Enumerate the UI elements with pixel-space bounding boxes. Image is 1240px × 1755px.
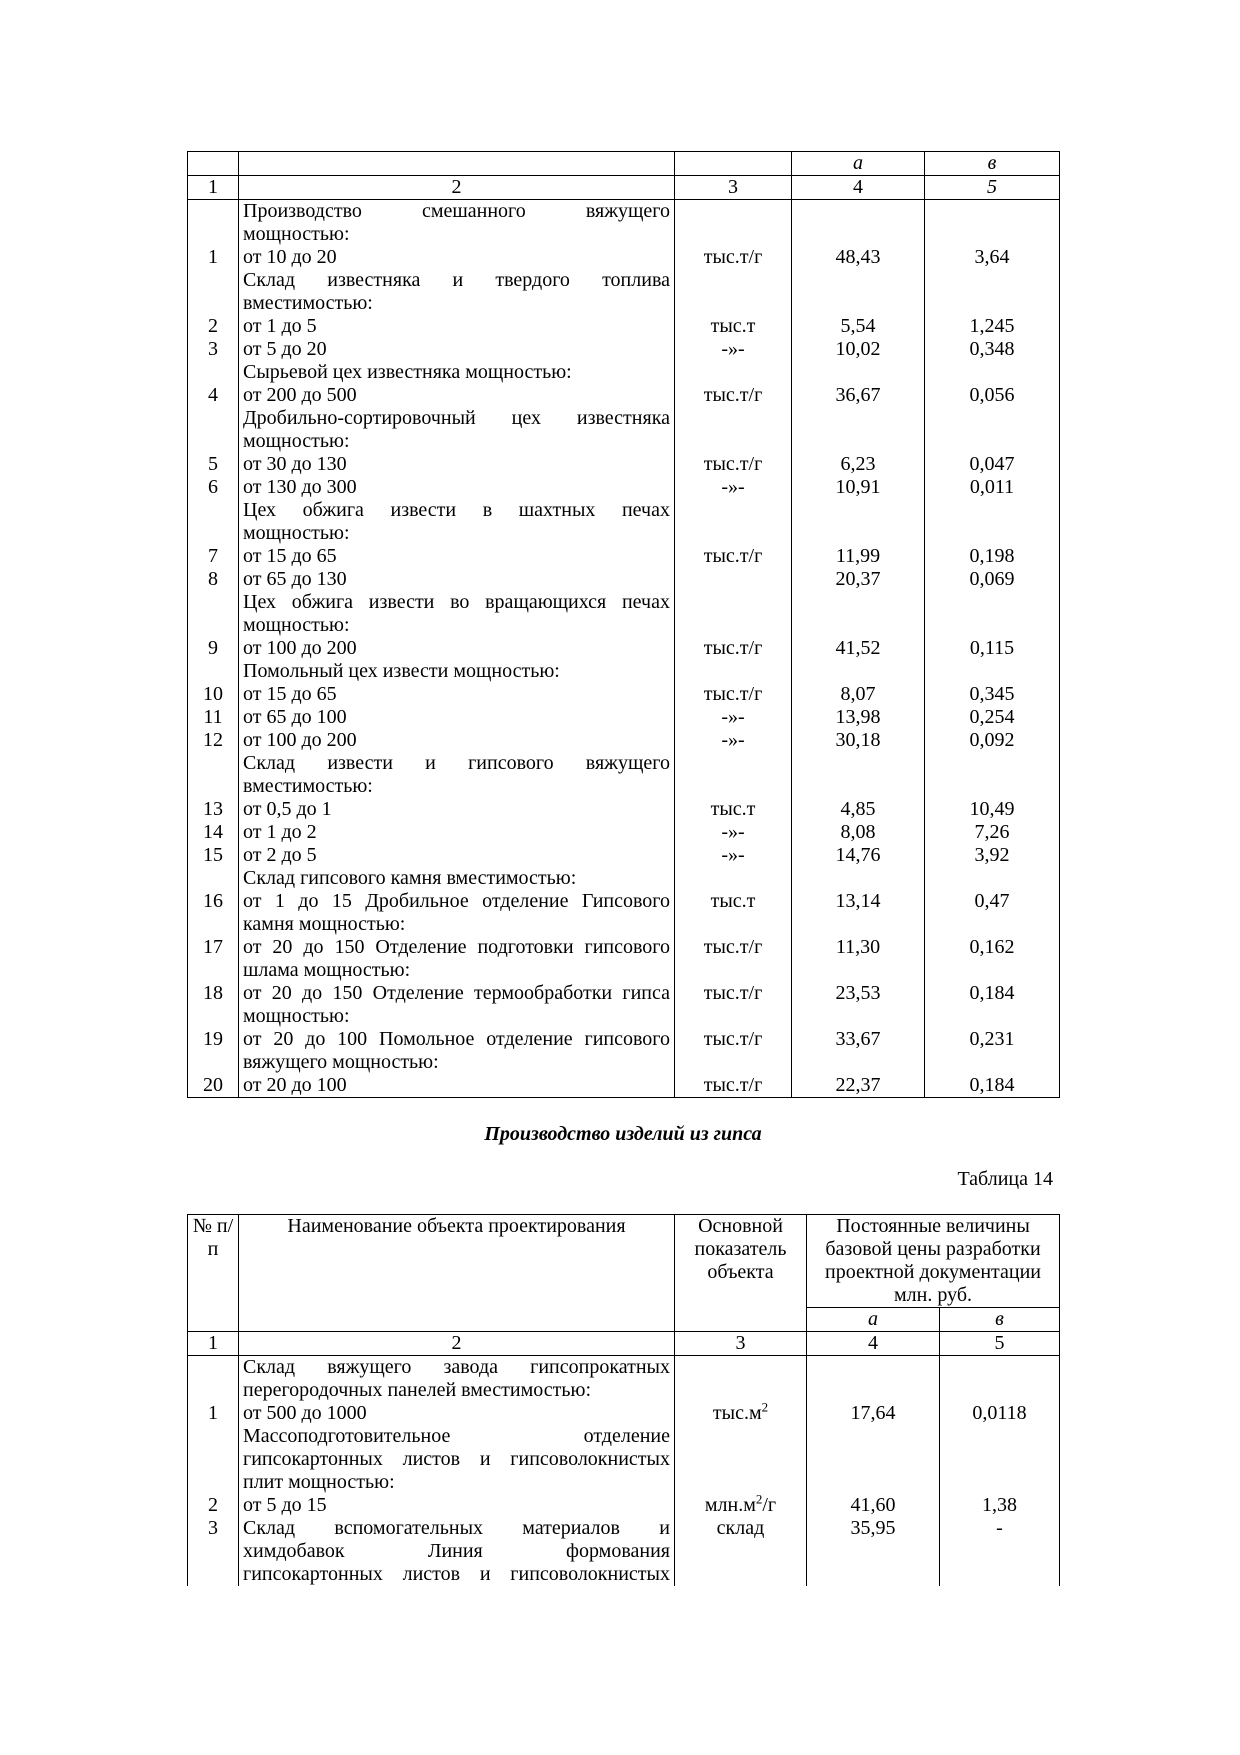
object-name-line: Цех обжига извести во вращающихся печах bbox=[243, 591, 670, 613]
value-a: 22,37 bbox=[835, 1074, 881, 1096]
table-body bbox=[188, 1356, 1060, 1587]
value-b bbox=[929, 499, 1055, 522]
row-number: 8 bbox=[208, 568, 218, 590]
value-b: 1,38 bbox=[982, 1494, 1017, 1516]
value-b: 10,49 bbox=[969, 798, 1015, 820]
value-a: 10,02 bbox=[835, 338, 881, 360]
header-cell: в bbox=[925, 152, 1060, 176]
unit-value: -»- bbox=[721, 844, 745, 866]
row-number bbox=[192, 1471, 234, 1494]
value-a: 8,07 bbox=[840, 683, 876, 705]
object-name-line: от 2 до 5 bbox=[243, 844, 317, 866]
value-b bbox=[944, 1379, 1055, 1402]
value-a bbox=[796, 200, 920, 223]
object-name-line: Склад вяжущего завода гипсопрокатных bbox=[243, 1356, 670, 1378]
object-name-line: от 30 до 130 bbox=[243, 453, 347, 475]
value-b: 0,0118 bbox=[972, 1402, 1027, 1424]
value-b: 0,047 bbox=[969, 453, 1015, 475]
row-number bbox=[192, 1005, 234, 1028]
object-name-line: перегородочных панелей вместимостью: bbox=[243, 1379, 592, 1401]
unit-value bbox=[679, 200, 787, 223]
header-constants: Постоянные величины базовой цены разработки проектной документации млн. руб. bbox=[807, 1215, 1060, 1308]
value-b: 0,011 bbox=[969, 476, 1015, 498]
row-number bbox=[192, 200, 234, 223]
object-name-line: химдобавок Линия формования bbox=[243, 1540, 670, 1562]
row-numbers-column bbox=[188, 1356, 239, 1587]
object-name-line: Цех обжига извести в шахтных печах bbox=[243, 499, 670, 521]
object-name-line: от 15 до 65 bbox=[243, 683, 337, 705]
value-a bbox=[796, 407, 920, 430]
unit-tail: /г bbox=[762, 1494, 777, 1516]
value-b bbox=[929, 660, 1055, 683]
unit-value bbox=[679, 1563, 802, 1586]
unit-value: тыс.т/г bbox=[703, 982, 763, 1004]
row-number: 11 bbox=[203, 706, 223, 728]
value-a bbox=[796, 499, 920, 522]
unit-value bbox=[679, 361, 787, 384]
header-name: Наименование объекта проектирования bbox=[239, 1215, 675, 1332]
unit-value bbox=[679, 1471, 802, 1494]
row-number: 5 bbox=[208, 453, 218, 475]
object-name-line: от 0,5 до 1 bbox=[243, 798, 332, 820]
column-number: 1 bbox=[188, 176, 239, 200]
object-name-line: от 65 до 100 bbox=[243, 706, 347, 728]
units-column bbox=[675, 200, 792, 1098]
value-b bbox=[929, 752, 1055, 775]
value-b bbox=[944, 1425, 1055, 1448]
value-a bbox=[796, 867, 920, 890]
value-a bbox=[811, 1448, 935, 1471]
table-header-numbers bbox=[188, 1332, 1060, 1356]
value-a: 41,60 bbox=[850, 1494, 896, 1516]
header-cell bbox=[239, 152, 675, 176]
value-a-column bbox=[792, 200, 925, 1098]
value-b bbox=[929, 361, 1055, 384]
unit-value bbox=[679, 1005, 787, 1028]
unit-value: -»- bbox=[721, 476, 745, 498]
unit-value bbox=[679, 568, 787, 591]
object-name-line: от 65 до 130 bbox=[243, 568, 347, 590]
unit-value bbox=[679, 913, 787, 936]
row-number bbox=[192, 775, 234, 798]
value-b bbox=[929, 223, 1055, 246]
value-a bbox=[796, 223, 920, 246]
row-number bbox=[192, 867, 234, 890]
object-name-line: Производство смешанного вяжущего bbox=[243, 200, 670, 222]
value-b bbox=[929, 200, 1055, 223]
value-b: 7,26 bbox=[974, 821, 1010, 843]
unit-value: тыс.т bbox=[710, 315, 756, 337]
header-a: а bbox=[807, 1308, 940, 1332]
object-name-line: от 5 до 15 bbox=[243, 1494, 327, 1516]
header-number: № п/п bbox=[188, 1215, 239, 1332]
unit-value: тыс.т/г bbox=[703, 637, 763, 659]
value-a: 13,98 bbox=[835, 706, 881, 728]
value-a: 36,67 bbox=[835, 384, 881, 406]
unit-value bbox=[679, 430, 787, 453]
object-name-line: Склад извести и гипсового вяжущего bbox=[243, 752, 670, 774]
value-a bbox=[811, 1563, 935, 1586]
object-names-column bbox=[239, 1356, 675, 1587]
value-a: 20,37 bbox=[835, 568, 881, 590]
column-number: 5 bbox=[925, 176, 1060, 200]
value-b-column bbox=[925, 200, 1060, 1098]
row-number bbox=[192, 614, 234, 637]
value-a bbox=[796, 959, 920, 982]
row-numbers-column bbox=[188, 200, 239, 1098]
unit-value: тыс.т/г bbox=[703, 453, 763, 475]
table-number: Таблица 14 bbox=[957, 1168, 1053, 1190]
column-number: 3 bbox=[675, 1332, 807, 1356]
value-a: 6,23 bbox=[840, 453, 876, 475]
object-name-line: Склад известняка и твердого топлива bbox=[243, 269, 670, 291]
header-cell bbox=[188, 152, 239, 176]
table-header-numbers bbox=[188, 176, 1060, 200]
value-a bbox=[811, 1356, 935, 1379]
value-b: 0,162 bbox=[969, 936, 1015, 958]
value-a-column bbox=[807, 1356, 940, 1587]
unit-value: склад bbox=[716, 1517, 765, 1539]
row-number: 2 bbox=[208, 315, 218, 337]
unit-value: -»- bbox=[721, 729, 745, 751]
row-number: 1 bbox=[208, 1402, 218, 1424]
value-a bbox=[796, 614, 920, 637]
value-b bbox=[929, 867, 1055, 890]
row-number bbox=[192, 292, 234, 315]
value-b: 0,069 bbox=[969, 568, 1015, 590]
unit-value: тыс.т/г bbox=[703, 936, 763, 958]
unit-value bbox=[679, 1379, 802, 1402]
row-number bbox=[192, 660, 234, 683]
value-a: 30,18 bbox=[835, 729, 881, 751]
value-a bbox=[796, 775, 920, 798]
value-b bbox=[929, 959, 1055, 982]
unit-value bbox=[679, 1051, 787, 1074]
unit-value: -»- bbox=[721, 821, 745, 843]
column-number: 2 bbox=[239, 176, 675, 200]
header-indicator: Основной показатель объекта bbox=[675, 1215, 807, 1332]
unit-value bbox=[679, 1356, 802, 1379]
row-number: 6 bbox=[208, 476, 218, 498]
row-number bbox=[192, 522, 234, 545]
value-a: 13,14 bbox=[835, 890, 881, 912]
value-a: 41,52 bbox=[835, 637, 881, 659]
value-b: 0,348 bbox=[969, 338, 1015, 360]
unit-value bbox=[679, 269, 787, 292]
value-a bbox=[796, 361, 920, 384]
row-number: 3 bbox=[208, 1517, 218, 1539]
unit-value bbox=[679, 591, 787, 614]
table-header bbox=[188, 1215, 1060, 1308]
value-a: 10,91 bbox=[835, 476, 881, 498]
unit-superscript: 2 bbox=[761, 1402, 769, 1415]
unit-value bbox=[679, 499, 787, 522]
units-column bbox=[675, 1356, 807, 1587]
table-header-letters bbox=[188, 152, 1060, 176]
row-number: 19 bbox=[203, 1028, 223, 1050]
value-a bbox=[796, 522, 920, 545]
header-cell: а bbox=[792, 152, 925, 176]
value-b bbox=[929, 1005, 1055, 1028]
object-name-line: мощностью: bbox=[243, 614, 350, 636]
unit-text: млн.м bbox=[704, 1494, 756, 1516]
value-b: 0,184 bbox=[969, 1074, 1015, 1096]
value-b-column bbox=[940, 1356, 1060, 1587]
row-number bbox=[192, 1563, 234, 1586]
object-name-line: камня мощностью: bbox=[243, 913, 406, 935]
object-name-line: от 10 до 20 bbox=[243, 246, 337, 268]
row-number bbox=[192, 1379, 234, 1402]
value-a bbox=[811, 1540, 935, 1563]
unit-value bbox=[679, 1425, 802, 1448]
value-b: 3,64 bbox=[974, 246, 1010, 268]
value-a bbox=[796, 660, 920, 683]
unit-value bbox=[679, 959, 787, 982]
row-number: 15 bbox=[203, 844, 223, 866]
value-a bbox=[796, 913, 920, 936]
object-name-line: от 1 до 5 bbox=[243, 315, 317, 337]
value-a bbox=[811, 1379, 935, 1402]
row-number bbox=[192, 1051, 234, 1074]
unit-value bbox=[679, 292, 787, 315]
object-name-line: гипсокартонных листов и гипсоволокнистых bbox=[243, 1448, 670, 1470]
object-name-line: вместимостью: bbox=[243, 292, 373, 314]
value-a bbox=[796, 752, 920, 775]
unit-value: тыс.т/г bbox=[703, 1074, 763, 1096]
unit-value bbox=[679, 1540, 802, 1563]
row-number bbox=[192, 1356, 234, 1379]
row-number bbox=[192, 1540, 234, 1563]
unit-value: -»- bbox=[721, 338, 745, 360]
unit-value bbox=[679, 660, 787, 683]
value-a: 48,43 bbox=[835, 246, 881, 268]
row-number: 13 bbox=[203, 798, 223, 820]
unit-value: тыс.т bbox=[710, 798, 756, 820]
value-a: 14,76 bbox=[835, 844, 881, 866]
object-names-column bbox=[239, 200, 675, 1098]
value-b bbox=[929, 269, 1055, 292]
row-number bbox=[192, 913, 234, 936]
row-number: 2 bbox=[208, 1494, 218, 1516]
value-b: 0,231 bbox=[969, 1028, 1015, 1050]
unit-value bbox=[679, 407, 787, 430]
value-b bbox=[944, 1356, 1055, 1379]
unit-value bbox=[679, 223, 787, 246]
object-name-line: от 20 до 100 bbox=[243, 1074, 347, 1096]
value-a: 5,54 bbox=[840, 315, 876, 337]
value-a bbox=[796, 1051, 920, 1074]
object-name-line: от 1 до 2 bbox=[243, 821, 317, 843]
column-number: 4 bbox=[792, 176, 925, 200]
value-b bbox=[929, 407, 1055, 430]
rates-table-continued bbox=[187, 151, 1060, 1098]
header-cell bbox=[675, 152, 792, 176]
row-number bbox=[192, 430, 234, 453]
row-number: 16 bbox=[203, 890, 223, 912]
object-name-line: шлама мощностью: bbox=[243, 959, 411, 981]
value-b bbox=[944, 1540, 1055, 1563]
value-b: 0,092 bbox=[969, 729, 1015, 751]
value-b bbox=[929, 292, 1055, 315]
unit-superscript: 2 bbox=[755, 1494, 763, 1507]
row-number bbox=[192, 407, 234, 430]
object-name-line: от 500 до 1000 bbox=[243, 1402, 367, 1424]
unit-value bbox=[679, 867, 787, 890]
object-name-line: плит мощностью: bbox=[243, 1471, 395, 1493]
object-name-line: от 20 до 150 Отделение термообработки гипса bbox=[243, 982, 670, 1004]
value-b: 0,198 bbox=[969, 545, 1015, 567]
table-body bbox=[188, 200, 1060, 1098]
value-b: 0,345 bbox=[969, 683, 1015, 705]
object-name-line: Склад гипсового камня вместимостью: bbox=[243, 867, 577, 889]
row-number: 14 bbox=[203, 821, 223, 843]
value-a: 33,67 bbox=[835, 1028, 881, 1050]
object-name-line: вместимостью: bbox=[243, 775, 373, 797]
value-b bbox=[929, 775, 1055, 798]
value-a bbox=[796, 292, 920, 315]
row-number bbox=[192, 269, 234, 292]
unit-value bbox=[679, 1494, 802, 1517]
column-number: 2 bbox=[239, 1332, 675, 1356]
value-b: - bbox=[996, 1517, 1003, 1539]
object-name-line: от 5 до 20 bbox=[243, 338, 327, 360]
value-a: 11,30 bbox=[835, 936, 881, 958]
object-name-line: мощностью: bbox=[243, 522, 350, 544]
row-number bbox=[192, 752, 234, 775]
column-number: 4 bbox=[807, 1332, 940, 1356]
value-b bbox=[929, 522, 1055, 545]
unit-value bbox=[679, 522, 787, 545]
value-b: 3,92 bbox=[974, 844, 1010, 866]
column-number: 5 bbox=[940, 1332, 1060, 1356]
unit-value: -»- bbox=[721, 706, 745, 728]
row-number: 9 bbox=[208, 637, 218, 659]
unit-value bbox=[679, 752, 787, 775]
object-name-line: мощностью: bbox=[243, 1005, 350, 1027]
row-number: 20 bbox=[203, 1074, 223, 1096]
row-number: 7 bbox=[208, 545, 218, 567]
object-name-line: вяжущего мощностью: bbox=[243, 1051, 439, 1073]
value-b bbox=[929, 614, 1055, 637]
row-number bbox=[192, 591, 234, 614]
object-name-line: Сырьевой цех известняка мощностью: bbox=[243, 361, 572, 383]
value-a bbox=[811, 1471, 935, 1494]
row-number bbox=[192, 361, 234, 384]
value-b: 1,245 bbox=[969, 315, 1015, 337]
row-number: 1 bbox=[208, 246, 218, 268]
value-a: 35,95 bbox=[850, 1517, 896, 1539]
value-b: 0,254 bbox=[969, 706, 1015, 728]
object-name-line: Дробильно-сортировочный цех известняка bbox=[243, 407, 670, 429]
value-b bbox=[929, 1051, 1055, 1074]
object-name-line: от 130 до 300 bbox=[243, 476, 357, 498]
section-title: Производство изделий из гипса bbox=[484, 1123, 762, 1145]
value-b bbox=[929, 913, 1055, 936]
object-name-line: от 1 до 15 Дробильное отделение Гипсового bbox=[243, 890, 670, 912]
row-number bbox=[192, 959, 234, 982]
unit-value: тыс.т/г bbox=[703, 683, 763, 705]
row-number: 17 bbox=[203, 936, 223, 958]
value-b: 0,184 bbox=[969, 982, 1015, 1004]
object-name-line: мощностью: bbox=[243, 430, 350, 452]
unit-value bbox=[679, 775, 787, 798]
row-number bbox=[192, 499, 234, 522]
value-b bbox=[929, 591, 1055, 614]
row-number bbox=[192, 1425, 234, 1448]
unit-value: тыс.т/г bbox=[703, 1028, 763, 1050]
value-a: 11,99 bbox=[835, 545, 881, 567]
unit-value: тыс.т/г bbox=[703, 545, 763, 567]
object-name-line: от 15 до 65 bbox=[243, 545, 337, 567]
value-b bbox=[944, 1448, 1055, 1471]
object-name-line: мощностью: bbox=[243, 223, 350, 245]
row-number bbox=[192, 1448, 234, 1471]
column-number: 3 bbox=[675, 176, 792, 200]
row-number: 3 bbox=[208, 338, 218, 360]
row-number: 12 bbox=[203, 729, 223, 751]
object-name-line: Помольный цех извести мощностью: bbox=[243, 660, 560, 682]
value-a: 8,08 bbox=[840, 821, 876, 843]
value-b: 0,115 bbox=[969, 637, 1015, 659]
object-name-line: гипсокартонных листов и гипсоволокнистых bbox=[243, 1563, 670, 1585]
value-a bbox=[796, 591, 920, 614]
value-a bbox=[796, 1005, 920, 1028]
value-b: 0,47 bbox=[974, 890, 1010, 912]
value-a bbox=[811, 1425, 935, 1448]
row-number: 18 bbox=[203, 982, 223, 1004]
unit-value bbox=[679, 1448, 802, 1471]
value-b bbox=[944, 1471, 1055, 1494]
unit-value bbox=[679, 1402, 802, 1425]
value-a bbox=[796, 430, 920, 453]
unit-value bbox=[679, 614, 787, 637]
object-name-line: Массоподготовительное отделение bbox=[243, 1425, 670, 1447]
table-14 bbox=[187, 1214, 1060, 1586]
value-b bbox=[944, 1563, 1055, 1586]
object-name-line: от 20 до 100 Помольное отделение гипсового bbox=[243, 1028, 670, 1050]
unit-value: тыс.т bbox=[710, 890, 756, 912]
value-b: 0,056 bbox=[969, 384, 1015, 406]
row-number: 10 bbox=[203, 683, 223, 705]
unit-value: тыс.т/г bbox=[703, 384, 763, 406]
header-b: в bbox=[940, 1308, 1060, 1332]
value-b bbox=[929, 430, 1055, 453]
unit-value: тыс.т/г bbox=[703, 246, 763, 268]
object-name-line: от 100 до 200 bbox=[243, 637, 357, 659]
object-name-line: Склад вспомогательных материалов и bbox=[243, 1517, 670, 1539]
column-number: 1 bbox=[188, 1332, 239, 1356]
row-number: 4 bbox=[208, 384, 218, 406]
value-a bbox=[796, 269, 920, 292]
object-name-line: от 20 до 150 Отделение подготовки гипсового bbox=[243, 936, 670, 958]
unit-text: тыс.м bbox=[712, 1402, 762, 1424]
value-a: 17,64 bbox=[850, 1402, 896, 1424]
value-a: 4,85 bbox=[840, 798, 876, 820]
object-name-line: от 100 до 200 bbox=[243, 729, 357, 751]
value-a: 23,53 bbox=[835, 982, 881, 1004]
object-name-line: от 200 до 500 bbox=[243, 384, 357, 406]
row-number bbox=[192, 223, 234, 246]
